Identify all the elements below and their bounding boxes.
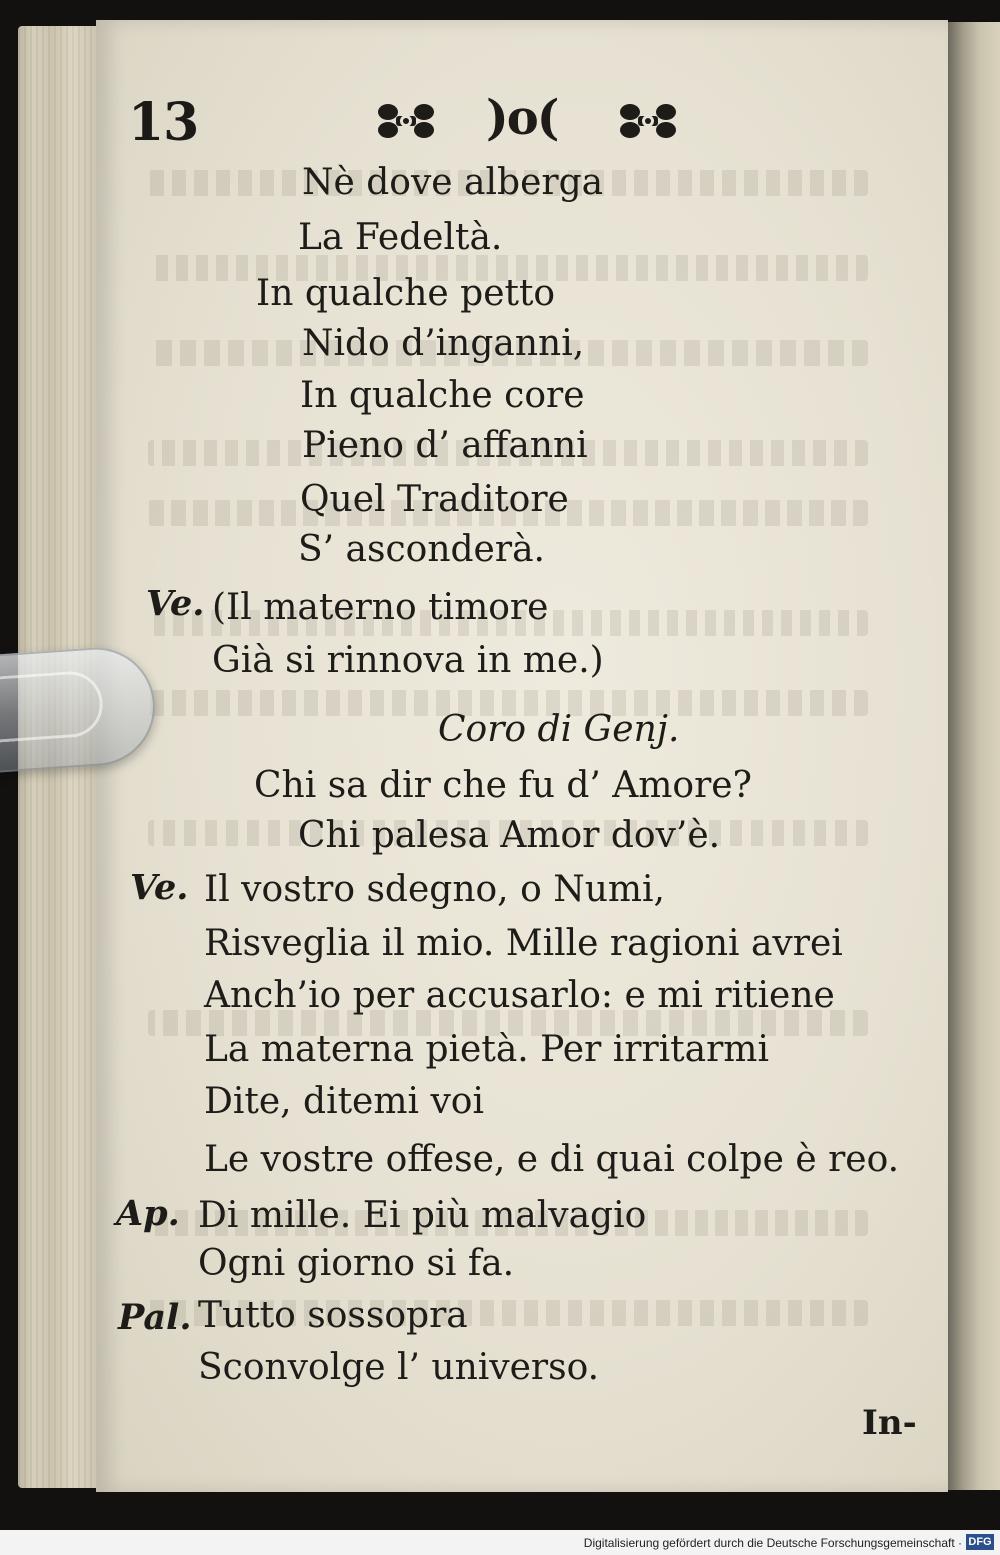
catchword: In-: [862, 1403, 917, 1443]
footer-credit: Digitalisierung gefördert durch die Deutsche Forschungsgemeinschaft ·: [583, 1536, 962, 1550]
text-line: La Fedeltà.: [298, 217, 503, 258]
dfg-logo: DFG: [966, 1534, 994, 1550]
text-line: Dite, ditemi voi: [204, 1081, 484, 1122]
text-line: S’ asconderà.: [298, 529, 545, 570]
left-fleuron-icon: [374, 98, 438, 144]
text-line: Chi sa dir che fu d’ Amore?: [254, 765, 752, 806]
speaker-label: Ve.: [146, 583, 205, 624]
text-line: Nido d’inganni,: [302, 323, 585, 364]
text-line: Di mille. Ei più malvagio: [198, 1195, 647, 1236]
text-line: La materna pietà. Per irritarmi: [204, 1029, 769, 1070]
next-page-edge: [948, 22, 1000, 1490]
text-line: In qualche petto: [256, 273, 556, 314]
text-line: Sconvolge l’ universo.: [198, 1347, 600, 1388]
text-line: Il vostro sdegno, o Numi,: [204, 869, 665, 910]
text-line: Chi palesa Amor dov’è.: [298, 815, 721, 856]
text-line: Nè dove alberga: [302, 162, 604, 203]
text-line: Quel Traditore: [300, 479, 569, 520]
text-line: Risveglia il mio. Mille ragioni avrei: [204, 923, 843, 964]
text-line: Tutto sossopra: [198, 1295, 468, 1336]
right-fleuron-icon: [616, 98, 680, 144]
chorus-heading: Coro di Genj.: [438, 709, 680, 750]
text-line: Le vostre offese, e di quai colpe è reo.: [204, 1139, 900, 1180]
text-line: Pieno d’ affanni: [302, 425, 588, 466]
center-ornament: )o(: [486, 90, 558, 146]
speaker-label: Pal.: [118, 1297, 192, 1338]
text-line: Già si rinnova in me.): [212, 640, 604, 681]
speaker-label: Ve.: [130, 867, 189, 908]
text-line: In qualche core: [300, 375, 585, 416]
footer-bar: [0, 1530, 1000, 1555]
text-line: Ogni giorno si fa.: [198, 1243, 515, 1284]
speaker-label: Ap.: [116, 1193, 180, 1234]
page-number: 13: [128, 92, 199, 153]
text-line: (Il materno timore: [212, 587, 549, 628]
text-line: Anch’io per accusarlo: e mi ritiene: [204, 975, 835, 1016]
